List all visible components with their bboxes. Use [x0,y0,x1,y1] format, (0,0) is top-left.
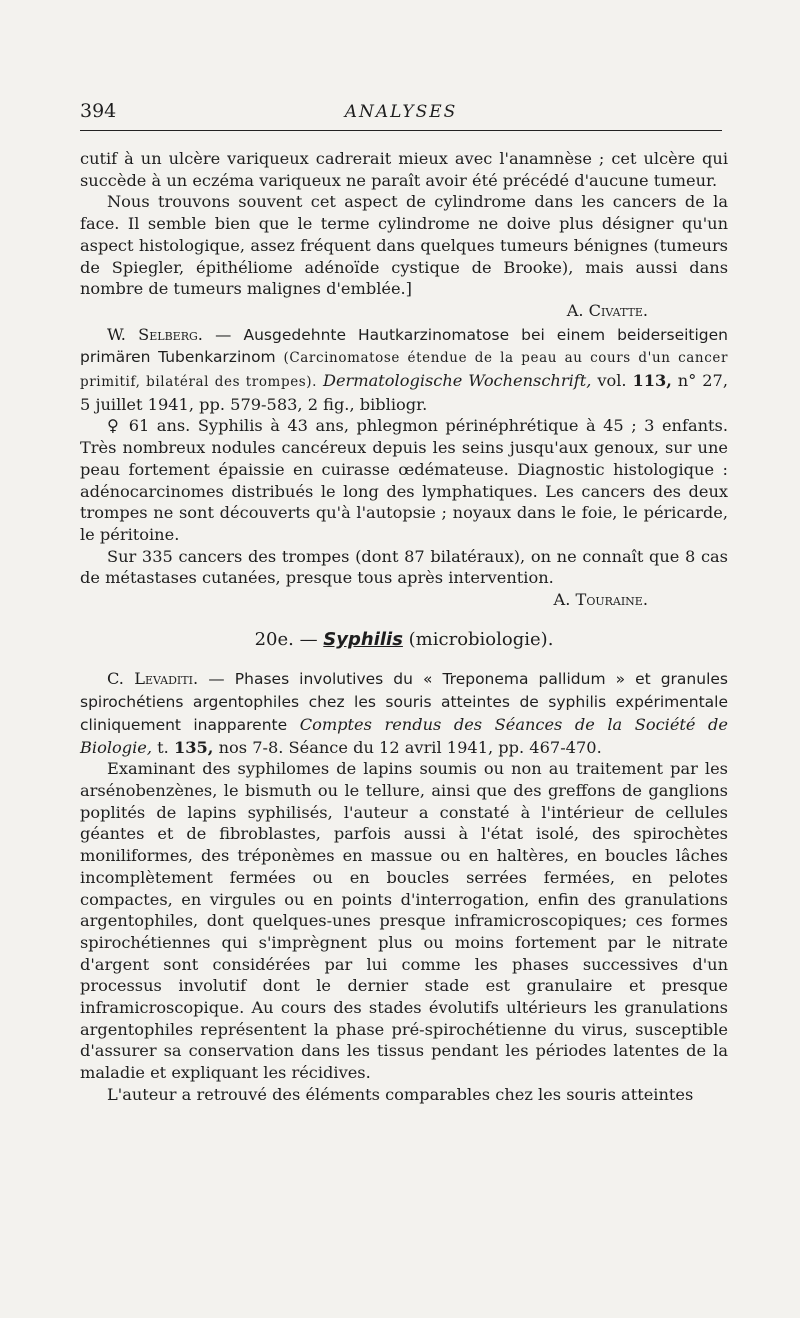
running-head: ANALYSES [344,102,458,122]
signature-touraine: A. Touraine. [553,590,648,610]
volume-selberg: 113, [632,371,672,391]
paragraph-selberg-stats: Sur 335 cancers des trompes (dont 87 bilatéraux), on ne connaît que 8 cas de métastases cutanées, presque tous après intervention. [80,546,728,588]
section-number: 20e. — [254,628,318,650]
journal-levaditi: Comptes rendus des Séances de la Société de Biologie, [80,714,728,757]
section-heading [80,629,728,651]
page-number: 394 [80,100,117,122]
translation-selberg: (Carcinomatose étendue de la peau au cours d'un cancer primitif, bilatéral des trompes). [80,350,728,391]
paragraph-selberg-case: ♀ 61 ans. Syphilis à 43 ans, phlegmon périnéphrétique à 45 ; 3 enfants. Très nombreux nodules cancéreux depuis les seins jusqu'aux genoux, sur une peau fortement épaissie en cuirasse œdémateuse. Diagnostic histologique : adénocarcinomes distribués le long des lymphatiques. Les cancers des deux trompes ne sont découverts qu'à l'autopsie ; noyaux dans le foie, le péricarde, le péritoine. [80,416,728,544]
signature-civatte: A. Civatte. [566,300,648,320]
journal-selberg: Dermatologische Wochenschrift, [322,371,592,391]
title-levaditi: Phases involutives du « Treponema pallidum » et granules spirochétiens argentophiles chez les souris atteintes de syphilis expérimentale cliniquement inapparente [80,670,728,734]
section-subtitle: (microbiologie). [408,628,554,650]
page-body [80,148,728,1106]
citation-selberg: n° 27, 5 juillet 1941, pp. 579-583, 2 fig., bibliogr. [80,371,728,414]
reference-selberg [80,324,728,416]
vol-label-selberg: vol. [597,371,627,391]
paragraph-cylindrome-comment: Nous trouvons souvent cet aspect de cylindrome dans les cancers de la face. Il semble bien que le terme cylindrome ne doive plus désigner qu'un aspect histologique, assez fréquent dans quelques tumeurs bénignes (tumeurs de Spiegler, épithéliome adénoïde cystique de Brooke), mais aussi dans nombre de tumeurs malignes d'emblée.] [80,192,728,299]
paragraph-levaditi-mice: L'auteur a retrouvé des éléments comparables chez les souris atteintes [107,1084,694,1104]
section-title: Syphilis [323,628,403,650]
reference-levaditi [80,668,728,758]
volume-levaditi: 135, [173,737,214,757]
paragraph-cylindrome-continuation: cutif à un ulcère variqueux cadrerait mieux avec l'anamnèse ; cet ulcère qui succède à un eczéma variqueux ne paraît avoir été précédé d'aucune tumeur. [80,149,728,190]
title-selberg: Ausgedehnte Hautkarzinomatose bei einem beiderseitigen primären Tubenkarzinom [80,325,728,367]
citation-levaditi: nos 7-8. Séance du 12 avril 1941, pp. 467-470. [218,737,602,757]
author-selberg: W. Selberg. — [107,324,232,344]
paragraph-levaditi-findings: Examinant des syphilomes de lapins soumis ou non au traitement par les arsénobenzènes, le bismuth ou le tellure, ainsi que des greffons de ganglions poplités de lapins syphilisés, l'auteur a constaté à l'intérieur de cellules géantes et de fibroblastes, parfois aussi à l'état isolé, des spirochètes moniliformes, des tréponèmes en massue ou en haltères, en boucles lâches incomplètement fermées ou en boucles serrées fermées, en pelotes compactes, en virgules ou en points d'interrogation, enfin des granulations argentophiles, dont quelques-unes presque inframicroscopiques; ces formes spirochétiennes qui s'imprègnent plus ou moins fortement par le nitrate d'argent sont considérées par lui comme les phases successives d'un processus involutif dont le dernier stade est granulaire et presque inframicroscopique. Au cours des stades évolutifs ultérieurs les granulations argentophiles représentent la phase pré-spirochétienne du virus, susceptible d'assurer sa conservation dans les tissus pendant les périodes latentes de la maladie et expliquant les récidives. [80,759,728,1083]
author-levaditi: C. Levaditi. — [107,669,225,689]
vol-label-levaditi: t. [157,737,169,757]
page-header [80,100,722,131]
